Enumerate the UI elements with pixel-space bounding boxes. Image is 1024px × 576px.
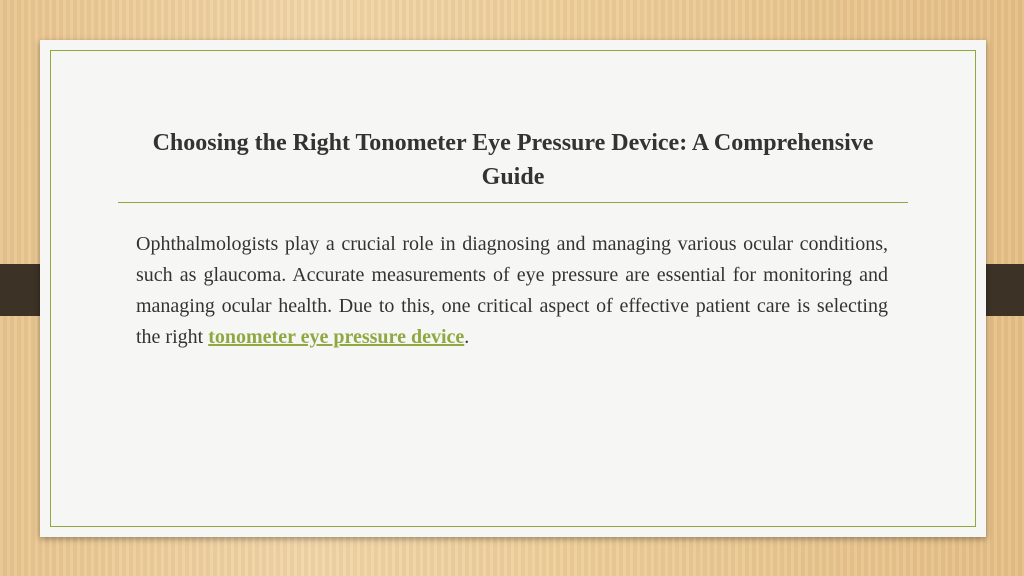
page-title: Choosing the Right Tonometer Eye Pressure Device: A Comprehensive Guide [152, 130, 874, 190]
paragraph-end: . [464, 326, 470, 348]
title-divider [118, 202, 908, 203]
tonometer-link[interactable]: tonometer eye pressure device [208, 326, 465, 348]
body-paragraph [136, 229, 888, 353]
slide-card [40, 40, 986, 537]
paragraph-text: Ophthalmologists play a crucial role in diagnosing and managing various ocular conditions, such as glaucoma. Accurate measurements of eye pressure are essential for monitoring and managing ocular health. Due to this, one critical aspect of effective patient care is selecting the right [136, 233, 888, 348]
